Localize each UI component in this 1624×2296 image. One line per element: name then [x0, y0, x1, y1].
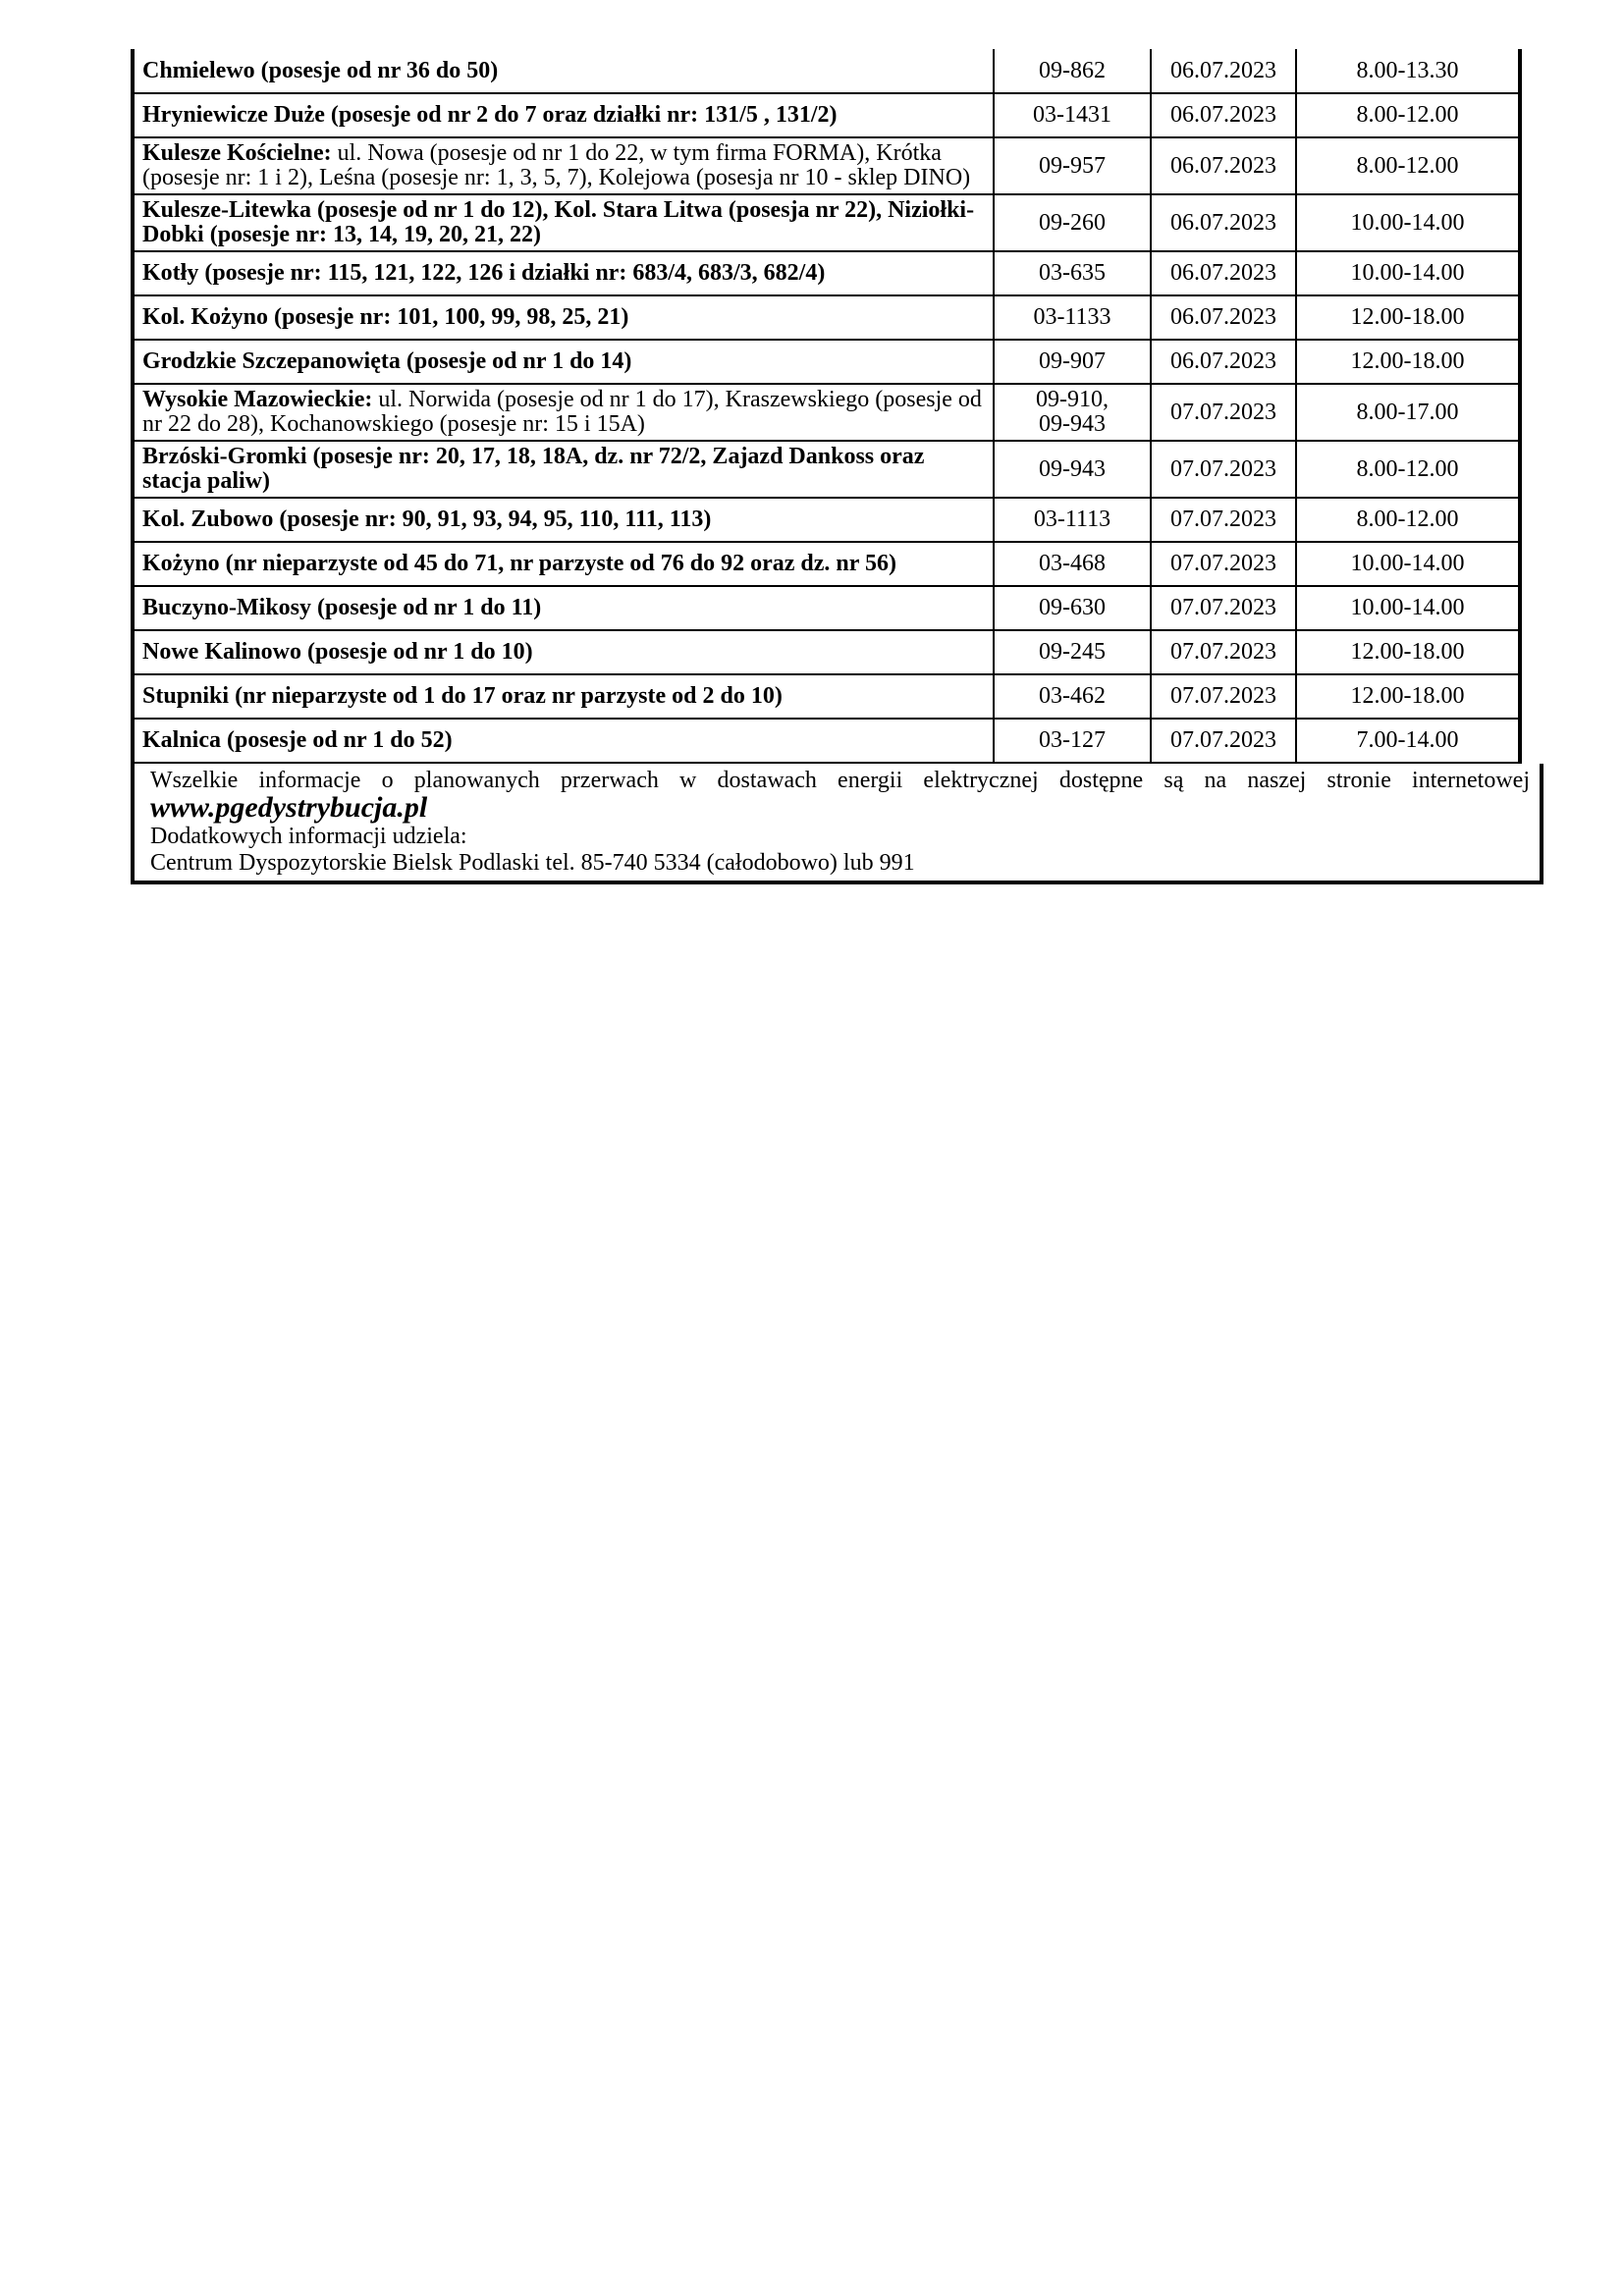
station-number: 03-1133: [1033, 304, 1111, 330]
location-cell: [133, 194, 994, 251]
time-cell: 8.00-17.00: [1296, 384, 1520, 441]
info-footer: [131, 764, 1543, 884]
time-cell: 8.00-12.00: [1296, 498, 1520, 542]
station-number: 09-630: [1039, 595, 1106, 620]
outage-notice: [131, 49, 1530, 884]
outage-table: [131, 49, 1522, 764]
station-number: 09-943: [1039, 455, 1106, 482]
station-cell: [994, 93, 1151, 137]
location-cell: [133, 719, 994, 763]
station-cell: [994, 137, 1151, 194]
station-cell: [994, 384, 1151, 441]
location-cell: [133, 137, 994, 194]
time-cell: 12.00-18.00: [1296, 340, 1520, 384]
outage-table-body: [133, 49, 1520, 763]
table-row: [133, 384, 1520, 441]
station-cell: [994, 498, 1151, 542]
date-cell: 06.07.2023: [1151, 295, 1296, 340]
time-cell: 12.00-18.00: [1296, 630, 1520, 674]
location-cell: [133, 630, 994, 674]
time-cell: 10.00-14.00: [1296, 586, 1520, 630]
station-cell: [994, 340, 1151, 384]
location-bold: Nowe Kalinowo (posesje od nr 1 do 10): [142, 639, 533, 665]
time-cell: 10.00-14.00: [1296, 194, 1520, 251]
station-number: 03-462: [1039, 683, 1106, 709]
location-bold: Chmielewo (posesje od nr 36 do 50): [142, 57, 499, 83]
location-cell: [133, 93, 994, 137]
station-number: 03-1113: [1033, 507, 1111, 532]
table-row: [133, 441, 1520, 498]
date-cell: 06.07.2023: [1151, 49, 1296, 93]
date-cell: 07.07.2023: [1151, 498, 1296, 542]
location-bold: Brzóski-Gromki (posesje nr: 20, 17, 18, 18A, dz. nr 72/2, Zajazd Dankoss oraz stacja paliw): [142, 444, 925, 494]
time-cell: 12.00-18.00: [1296, 674, 1520, 719]
contact-line: Centrum Dyspozytorskie Bielsk Podlaski tel. 85-740 5334 (całodobowo) lub 991: [150, 850, 915, 876]
station-number: 09-957: [1039, 152, 1106, 179]
station-cell: [994, 49, 1151, 93]
table-row: [133, 542, 1520, 586]
table-row: [133, 137, 1520, 194]
location-cell: [133, 542, 994, 586]
location-bold: Kalnica (posesje od nr 1 do 52): [142, 727, 453, 753]
station-number: 03-468: [1039, 551, 1106, 576]
location-cell: [133, 384, 994, 441]
location-cell: [133, 295, 994, 340]
table-row: [133, 194, 1520, 251]
time-cell: 12.00-18.00: [1296, 295, 1520, 340]
station-cell: [994, 542, 1151, 586]
station-number: 03-1431: [1033, 102, 1111, 128]
station-cell: [994, 441, 1151, 498]
location-cell: [133, 674, 994, 719]
time-cell: 8.00-12.00: [1296, 441, 1520, 498]
location-detail: ul. Nowa (posesje od nr 1 do 22, w tym firma FORMA), Krótka (posesje nr: 1 i 2), Leśna (posesje nr: 1, 3, 5, 7), Kolejowa (posesja nr 10 - sklep DINO): [142, 140, 971, 190]
station-number: 09-907: [1039, 348, 1106, 374]
location-bold: Kol. Kożyno (posesje nr: 101, 100, 99, 98, 25, 21): [142, 304, 629, 330]
table-row: [133, 49, 1520, 93]
station-number: 09-943: [1039, 411, 1106, 437]
station-cell: [994, 586, 1151, 630]
station-cell: [994, 194, 1151, 251]
location-cell: [133, 441, 994, 498]
station-number: 03-635: [1039, 260, 1106, 286]
time-cell: 8.00-12.00: [1296, 93, 1520, 137]
table-row: [133, 295, 1520, 340]
station-cell: [994, 630, 1151, 674]
location-cell: [133, 49, 994, 93]
station-cell: [994, 674, 1151, 719]
time-cell: 8.00-12.00: [1296, 137, 1520, 194]
date-cell: 07.07.2023: [1151, 586, 1296, 630]
location-bold: Grodzkie Szczepanowięta (posesje od nr 1 do 14): [142, 348, 632, 374]
extra-info-label: Dodatkowych informacji udziela:: [150, 824, 467, 849]
station-number: 09-910,: [1036, 387, 1109, 412]
location-bold: Hryniewicze Duże (posesje od nr 2 do 7 oraz działki nr: 131/5 , 131/2): [142, 102, 838, 128]
info-text: Wszelkie informacje o planowanych przerwach w dostawach energii elektrycznej dostępne są na naszej stronie internetowej: [150, 768, 1530, 793]
date-cell: 07.07.2023: [1151, 441, 1296, 498]
time-cell: 10.00-14.00: [1296, 251, 1520, 295]
date-cell: 07.07.2023: [1151, 384, 1296, 441]
location-bold: Kotły (posesje nr: 115, 121, 122, 126 i działki nr: 683/4, 683/3, 682/4): [142, 260, 826, 286]
location-bold: Kożyno (nr nieparzyste od 45 do 71, nr parzyste od 76 do 92 oraz dz. nr 56): [142, 551, 896, 576]
info-paragraph: [150, 768, 1530, 824]
location-detail: ul. Norwida (posesje od nr 1 do 17), Kraszewskiego (posesje od nr 22 do 28), Kochanowskiego (posesje nr: 15 i 15A): [142, 387, 982, 437]
location-cell: [133, 586, 994, 630]
date-cell: 06.07.2023: [1151, 340, 1296, 384]
date-cell: 07.07.2023: [1151, 630, 1296, 674]
table-row: [133, 719, 1520, 763]
location-bold: Kol. Zubowo (posesje nr: 90, 91, 93, 94, 95, 110, 111, 113): [142, 507, 712, 532]
table-row: [133, 251, 1520, 295]
table-row: [133, 93, 1520, 137]
table-row: [133, 498, 1520, 542]
table-row: [133, 586, 1520, 630]
location-cell: [133, 251, 994, 295]
date-cell: 07.07.2023: [1151, 542, 1296, 586]
time-cell: 10.00-14.00: [1296, 542, 1520, 586]
location-cell: [133, 498, 994, 542]
location-bold: Kulesze Kościelne:: [142, 140, 332, 166]
station-number: 09-245: [1039, 639, 1106, 665]
table-row: [133, 674, 1520, 719]
time-cell: 7.00-14.00: [1296, 719, 1520, 763]
table-row: [133, 340, 1520, 384]
station-number: 09-260: [1039, 209, 1106, 236]
website-link[interactable]: www.pgedystrybucja.pl: [150, 791, 428, 824]
time-cell: 8.00-13.30: [1296, 49, 1520, 93]
location-cell: [133, 340, 994, 384]
date-cell: 06.07.2023: [1151, 251, 1296, 295]
station-number: 09-862: [1039, 57, 1106, 83]
location-bold: Stupniki (nr nieparzyste od 1 do 17 oraz nr parzyste od 2 do 10): [142, 683, 783, 709]
date-cell: 06.07.2023: [1151, 93, 1296, 137]
date-cell: 07.07.2023: [1151, 674, 1296, 719]
location-bold: Buczyno-Mikosy (posesje od nr 1 do 11): [142, 595, 542, 620]
station-cell: [994, 719, 1151, 763]
station-number: 03-127: [1039, 727, 1106, 753]
date-cell: 06.07.2023: [1151, 194, 1296, 251]
location-bold: Wysokie Mazowieckie:: [142, 387, 373, 412]
date-cell: 07.07.2023: [1151, 719, 1296, 763]
table-row: [133, 630, 1520, 674]
station-cell: [994, 295, 1151, 340]
location-bold: Kulesze-Litewka (posesje od nr 1 do 12), Kol. Stara Litwa (posesja nr 22), Niziołki-Dobki (posesje nr: 13, 14, 19, 20, 21, 22): [142, 197, 975, 247]
station-cell: [994, 251, 1151, 295]
date-cell: 06.07.2023: [1151, 137, 1296, 194]
